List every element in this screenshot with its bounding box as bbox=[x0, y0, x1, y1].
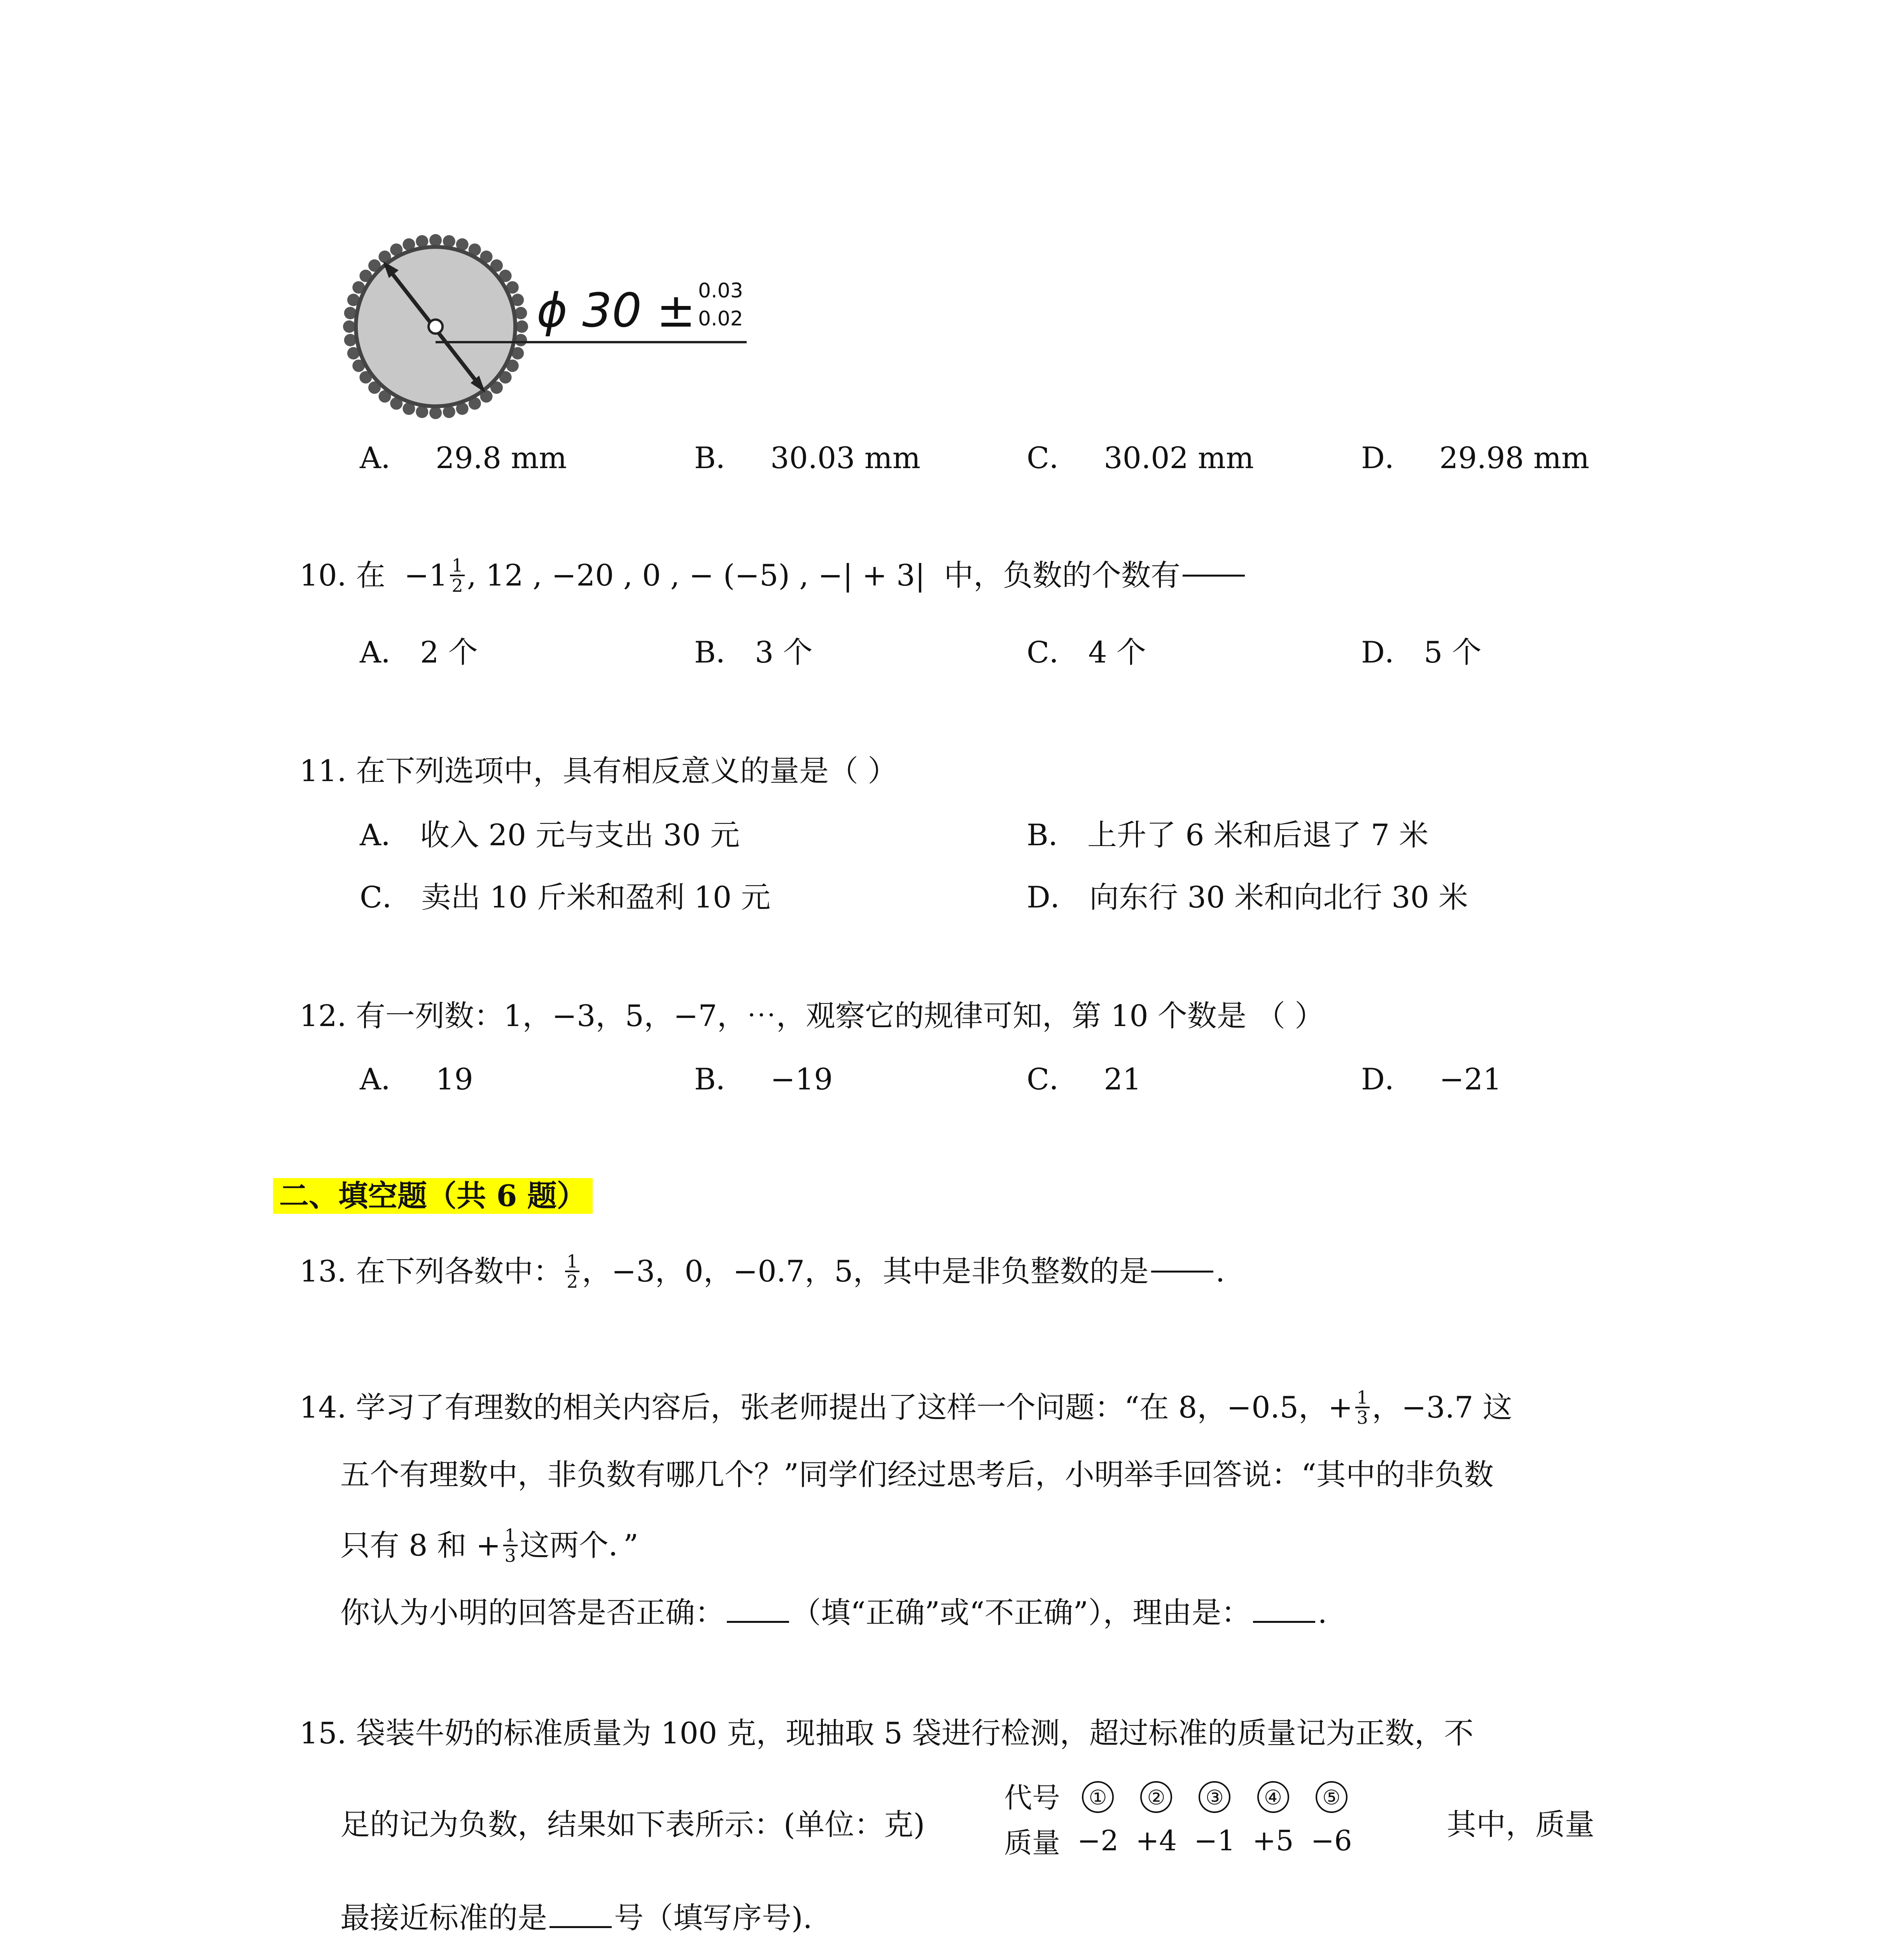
q15-code: ⑤ bbox=[1316, 1781, 1348, 1813]
q9-option-a: A． 29.8 mm bbox=[360, 441, 567, 475]
q15-value: −2 bbox=[1077, 1824, 1119, 1857]
q13-blank bbox=[1151, 1271, 1213, 1273]
q11-option-c: C． 卖出 10 斤米和盈利 10 元 bbox=[360, 880, 771, 914]
q11-stem: 11. 在下列选项中，具有相反意义的量是（ ） bbox=[299, 753, 898, 788]
q10-option-d: D． 5 个 bbox=[1361, 635, 1482, 670]
q14-fraction-1: $\frac{1}{3}$ bbox=[1355, 1388, 1370, 1427]
q15-value: +4 bbox=[1136, 1824, 1177, 1857]
q15-line2-post: 其中，质量 bbox=[1447, 1807, 1594, 1842]
q15-code: ③ bbox=[1199, 1781, 1230, 1813]
q10-option-b: B． 3 个 bbox=[694, 635, 813, 670]
q15-blank bbox=[550, 1926, 612, 1928]
gear-tooth bbox=[429, 234, 442, 246]
tolerance-upper: 0.03 bbox=[698, 279, 743, 302]
q14-blank-1 bbox=[727, 1621, 789, 1623]
q12-option-d: D． −21 bbox=[1361, 1062, 1502, 1096]
q14-line3: 只有 8 和 + $\frac{1}{3}$ 这两个．” bbox=[340, 1525, 639, 1566]
q15-row-label: 质量 bbox=[1004, 1827, 1060, 1859]
q14-blank-2 bbox=[1253, 1621, 1315, 1623]
q10-option-a: A． 2 个 bbox=[360, 635, 478, 670]
q15-row-label: 代号 bbox=[1004, 1781, 1060, 1814]
q10-fraction: $\frac{1}{2}$ bbox=[450, 556, 464, 595]
q9-option-b: B． 30.03 mm bbox=[694, 441, 920, 475]
q10-blank bbox=[1183, 575, 1245, 577]
q14-fraction-2: $\frac{1}{3}$ bbox=[503, 1526, 518, 1565]
q15-table-row-values bbox=[996, 1818, 1361, 1863]
q13-fraction: $\frac{1}{2}$ bbox=[565, 1252, 579, 1291]
q14-line2: 五个有理数中，非负数有哪几个？”同学们经过思考后，小明举手回答说：“其中的非负数 bbox=[340, 1457, 1494, 1492]
q15-table-row-codes bbox=[996, 1773, 1361, 1818]
q15-table bbox=[996, 1773, 1361, 1863]
q13-stem: 13. 在下列各数中： $\frac{1}{2}$ ，−3，0，−0.7，5，其中是非负整数的是 . bbox=[299, 1251, 1225, 1292]
q15-line1: 15. 袋装牛奶的标准质量为 100 克，现抽取 5 袋进行检测，超过标准的质量记为正数，不 bbox=[299, 1716, 1474, 1750]
q12-stem: 12. 有一列数：1，−3，5，−7，⋯，观察它的规律可知，第 10 个数是 （ ） bbox=[299, 998, 1325, 1033]
q15-code: ④ bbox=[1257, 1781, 1289, 1813]
gear-tooth bbox=[429, 407, 442, 419]
q14-line4: 你认为小明的回答是否正确： （填“正确”或“不正确”），理由是： . bbox=[340, 1595, 1327, 1630]
q12-option-c: C． 21 bbox=[1027, 1062, 1142, 1096]
q15-value: +5 bbox=[1252, 1824, 1294, 1857]
q11-option-b: B． 上升了 6 米和后退了 7 米 bbox=[1027, 818, 1429, 852]
q15-value: −6 bbox=[1311, 1824, 1352, 1857]
q12-option-a: A． 19 bbox=[360, 1062, 473, 1096]
q15-value: −1 bbox=[1194, 1824, 1236, 1857]
q10-option-c: C． 4 个 bbox=[1027, 635, 1146, 670]
gear-tooth bbox=[516, 320, 528, 333]
q11-option-d: D． 向东行 30 米和向北行 30 米 bbox=[1027, 880, 1468, 914]
gear-tooth bbox=[343, 320, 355, 333]
q9-option-d: D． 29.98 mm bbox=[1361, 441, 1589, 475]
gear-figure bbox=[334, 233, 762, 428]
q15-code: ① bbox=[1082, 1781, 1114, 1813]
q15-code: ② bbox=[1140, 1781, 1172, 1813]
section-heading: 二、填空题（共 6 题） bbox=[273, 1178, 593, 1214]
q11-option-a: A． 收入 20 元与支出 30 元 bbox=[360, 818, 740, 852]
q14-line1: 14. 学习了有理数的相关内容后，张老师提出了这样一个问题：“在 8，−0.5，+ $\frac{1}{3}$ ，−3.7 这 bbox=[299, 1387, 1512, 1428]
q12-option-b: B． −19 bbox=[694, 1062, 833, 1096]
q9-option-c: C． 30.02 mm bbox=[1027, 441, 1254, 475]
tolerance-label: ϕ 30 ± bbox=[537, 284, 696, 338]
q10-stem: 10. 在 −1 $\frac{1}{2}$ , 12 , −20 , 0 , − (−5) , −| + 3| 中，负数的个数有 bbox=[299, 556, 1247, 595]
q15-line3: 最接近标准的是 号（填写序号). bbox=[340, 1900, 812, 1935]
tolerance-lower: 0.02 bbox=[698, 307, 743, 330]
q15-line2-pre: 足的记为负数，结果如下表所示：(单位：克) bbox=[340, 1807, 925, 1842]
